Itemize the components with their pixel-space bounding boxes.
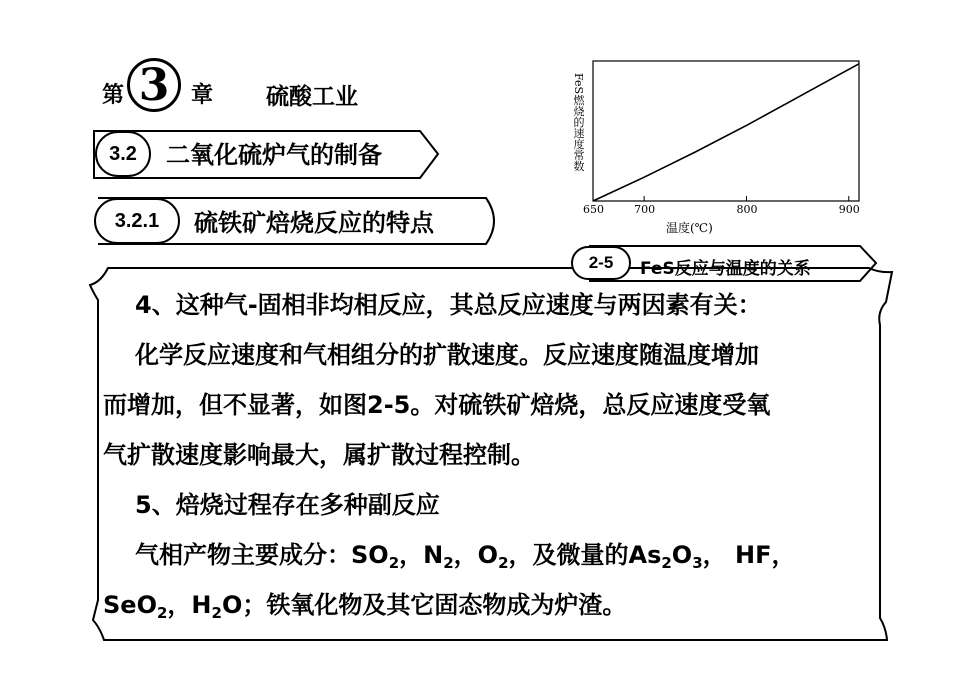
point-5-line-1: 气相产物主要成分：$SO_2$，$N_2$，$O_2$，及微量的$As_2O_3$， HF， [135,541,796,572]
text-fragment: ， HF， [702,541,796,569]
chart-x-tick-label: 650 [583,203,604,216]
text-fragment: ，及微量的As [508,541,662,569]
subscript: 2 [156,604,168,622]
chart-x-tick-label: 700 [634,203,656,216]
point-4-line-2: 而增加，但不显著，如图2-5。对硫铁矿焙烧，总反应速度受氧 [103,391,771,419]
text-fragment: SeO [103,591,157,619]
section-number-badge [95,131,151,177]
point-4-title: 4、这种气-固相非均相反应，其总反应速度与两因素有关： [135,291,762,319]
point-4-line-3: 气扩散速度影响最大，属扩散过程控制。 [103,441,535,469]
point-5-title: 5、焙烧过程存在多种副反应 [135,491,440,519]
fes-rate-chart [590,58,870,208]
chart-x-tick-label: 800 [736,203,758,216]
chart-series-line [593,64,859,201]
text-fragment: ，N [399,541,444,569]
chapter-prefix: 第 [102,83,125,108]
chart-x-tick-label: 900 [838,203,860,216]
subscript: 2 [211,604,222,622]
subsection-title: 硫铁矿焙烧反应的特点 [194,209,434,237]
figure-number: 2-5 [588,253,614,272]
figure-number-badge [571,246,631,280]
subsection-number: 3.2.1 [114,209,160,232]
text-fragment: ，O [453,541,499,569]
subsection-number-badge [94,198,180,244]
point-5-line-2 [103,580,626,631]
subscript: 2 [498,554,509,572]
subscript: 3 [692,554,703,572]
chapter-title: 硫酸工业 [266,84,358,110]
chapter-suffix: 章 [191,83,214,108]
figure-caption: FeS反应与温度的关系 [640,259,811,279]
subscript: 2 [443,554,454,572]
subscript: 2 [661,554,672,572]
point-4-line-1: 化学反应速度和气相组分的扩散速度。反应速度随温度增加 [135,341,759,369]
section-title: 二氧化硫炉气的制备 [166,141,382,169]
chart-plot-frame [593,61,859,201]
text-fragment: 气相产物主要成分：SO [135,541,389,569]
content-body [103,280,878,620]
chart-x-axis-label: 温度(℃) [666,221,713,235]
chart-y-axis-label: FeS燃烧的速度常数 [572,73,585,172]
text-fragment: ，H [167,591,212,619]
section-number: 3.2 [109,142,137,165]
subscript: 2 [388,554,400,572]
text-fragment: O；铁氧化物及其它固态物成为炉渣。 [221,591,627,619]
chapter-number: 3 [138,59,170,111]
